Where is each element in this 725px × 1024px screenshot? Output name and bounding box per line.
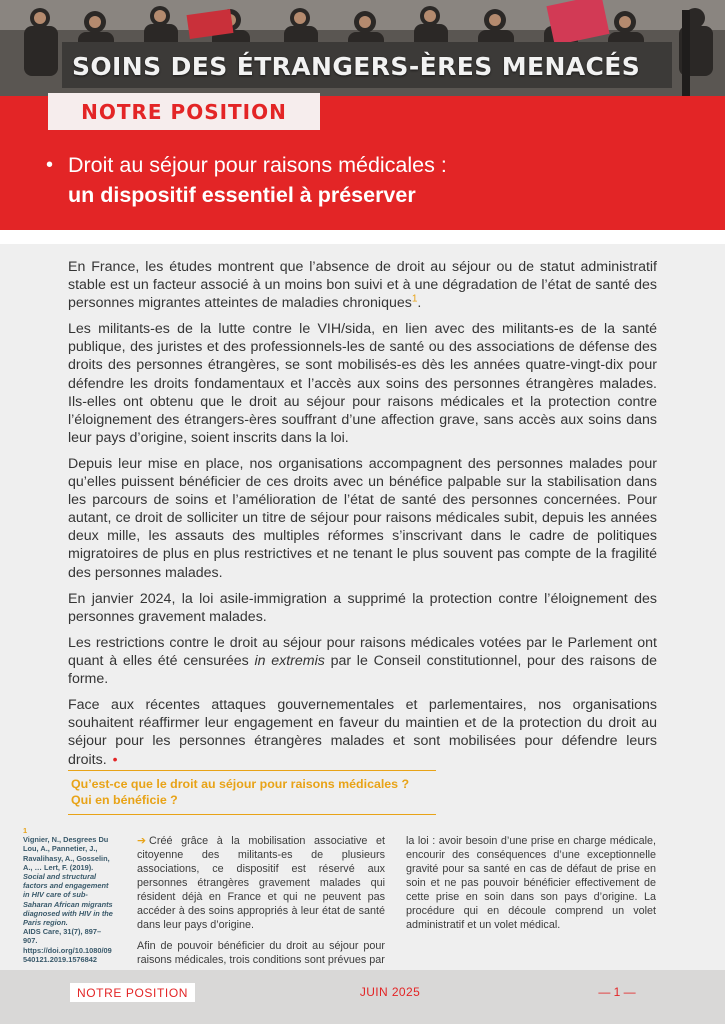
header-divider [0,230,725,244]
hero-photo-banner [0,0,725,96]
subtitle-line-1: Droit au séjour pour raisons médicales : [68,153,447,177]
article-body [68,258,657,777]
page-footer [0,970,725,1024]
section-question [71,776,451,808]
footnote-doi-link[interactable]: https://doi.org/10.1080/09540121.2019.1576842 [23,945,112,964]
column-left-paragraph-2: Afin de pouvoir bénéficier du droit au séjour pour raisons médicales, trois conditions sont prévues par [137,940,385,966]
question-rule-top [68,770,436,771]
page-subtitle [46,150,685,210]
question-line-1: Qu’est-ce que le droit au séjour pour raisons médicales ? [71,777,410,791]
column-left-paragraph-1: ➔ Créé grâce à la mobilisation associative et citoyenne des militants-es de plusieurs associations, ce dispositif est réservé aux personnes étrangères gravement malades qui résident déjà en France et qui ne peuvent pas accéder à des soins appropriés à leur état de santé dans leur pays d’origine. [137,835,385,931]
footnote-authors: Vignier, N., Desgrees Du Lou, A., Pannetier, J., Ravalihasy, A., Gosselin, A., … Lert, F. (2019). [23,835,110,872]
paragraph-1: En France, les études montrent que l’absence de droit au séjour ou de statut administratif stable est un facteur associé à un moins bon suivi et à une dégradation de l’état de santé des personnes migrantes atteintes de maladies chroniques$^1$. [68,259,657,312]
paragraph-2: Les militants-es de la lutte contre le VIH/sida, en lien avec des militants-es de la santé publique, des juristes et des professionnels-les de santé ou des associations de défense des droits des personnes étrangères, se sont mobilisés-es dès les années quatre-vingt-dix pour défendre les droits fondamentaux et l’accès aux soins des personnes étrangères malades. Ils-elles ont obtenu que le droit au séjour pour raisons médicales et la protection contre l’éloignement des étrangers-ères souffrant d’une affection grave, sans accès aux soins dans leur pays d’origine, soient inscrits dans la loi. [68,321,657,446]
footnote-journal: AIDS Care, 31(7), 897–907. [23,927,102,946]
subtitle-line-2: un dispositif essentiel à préserver [68,183,416,207]
protest-crowd-photo [0,0,725,96]
footnote-number: 1 [23,826,28,835]
footnote-ref-link[interactable]: 1 [411,293,418,305]
bullet-icon: • [46,154,54,176]
paragraph-6: Face aux récentes attaques gouvernementales et parlementaires, nos organisations souhaitent réaffirmer leur engagement en faveur du maintien et de la protection du droit au séjour pour les personnes étrangères malades et sont mobilisées pour défendre leurs droits. • [68,697,657,769]
page-number: — 1 — [598,985,636,999]
footer-section-label: NOTRE POSITION [70,983,195,1002]
footer-date: JUIN 2025 [359,985,421,999]
footnote-title: Social and structural factors and engagement in HIV care of sub-Saharan African migrants diagnosed with HIV in the Paris region. [23,872,113,928]
arrow-right-icon: ➔ [137,835,147,847]
question-rule-bottom [68,814,436,815]
paragraph-5: Les restrictions contre le droit au séjour pour raisons médicales votées par le Parlement ont quant à elles été censurées in extremis par le Conseil constitutionnel, pour des raisons de forme. [68,634,658,687]
paragraph-4: En janvier 2024, la loi asile-immigration a supprimé la protection contre l’éloignement des personnes gravement malades. [68,590,657,625]
column-right [406,834,656,939]
notre-position-tag: NOTRE POSITION [48,93,320,130]
column-left [137,834,385,974]
question-line-2: Qui en bénéficie ? [71,793,178,807]
paragraph-3: Depuis leur mise en place, nos organisations accompagnent des personnes malades pour qu’elles puissent bénéficier de ces droits avec un bénéfice palpable sur la stabilisation dans les parcours de soins et l’amélioration de l’état de santé des personnes concernées. Pour autant, ce droit de solliciter un titre de séjour pour raisons médicales subit, depuis les années deux mille, les assauts des multiples réformes s’inscrivant dans le cadre de politiques migratoires de plus en plus restrictives et ne tenant le plus souvent pas compte de la fragilité des personnes malades. [68,455,657,581]
column-right-paragraph-1: la loi : avoir besoin d’une prise en charge médicale, encourir des conséquences d’une exceptionnelle gravité pour sa santé en cas de défaut de prise en soin et ne pas pouvoir bénéficier effectivement de cette prise en soin dans son pays d’origine. La procédure qui en découle comprend un volet administratif et un volet médical. [406,835,656,931]
banner-slogan: SOINS DES ÉTRANGERS-ÈRES MENACÉS [72,52,641,81]
footnote [23,826,115,964]
end-mark-icon: • [112,751,118,768]
